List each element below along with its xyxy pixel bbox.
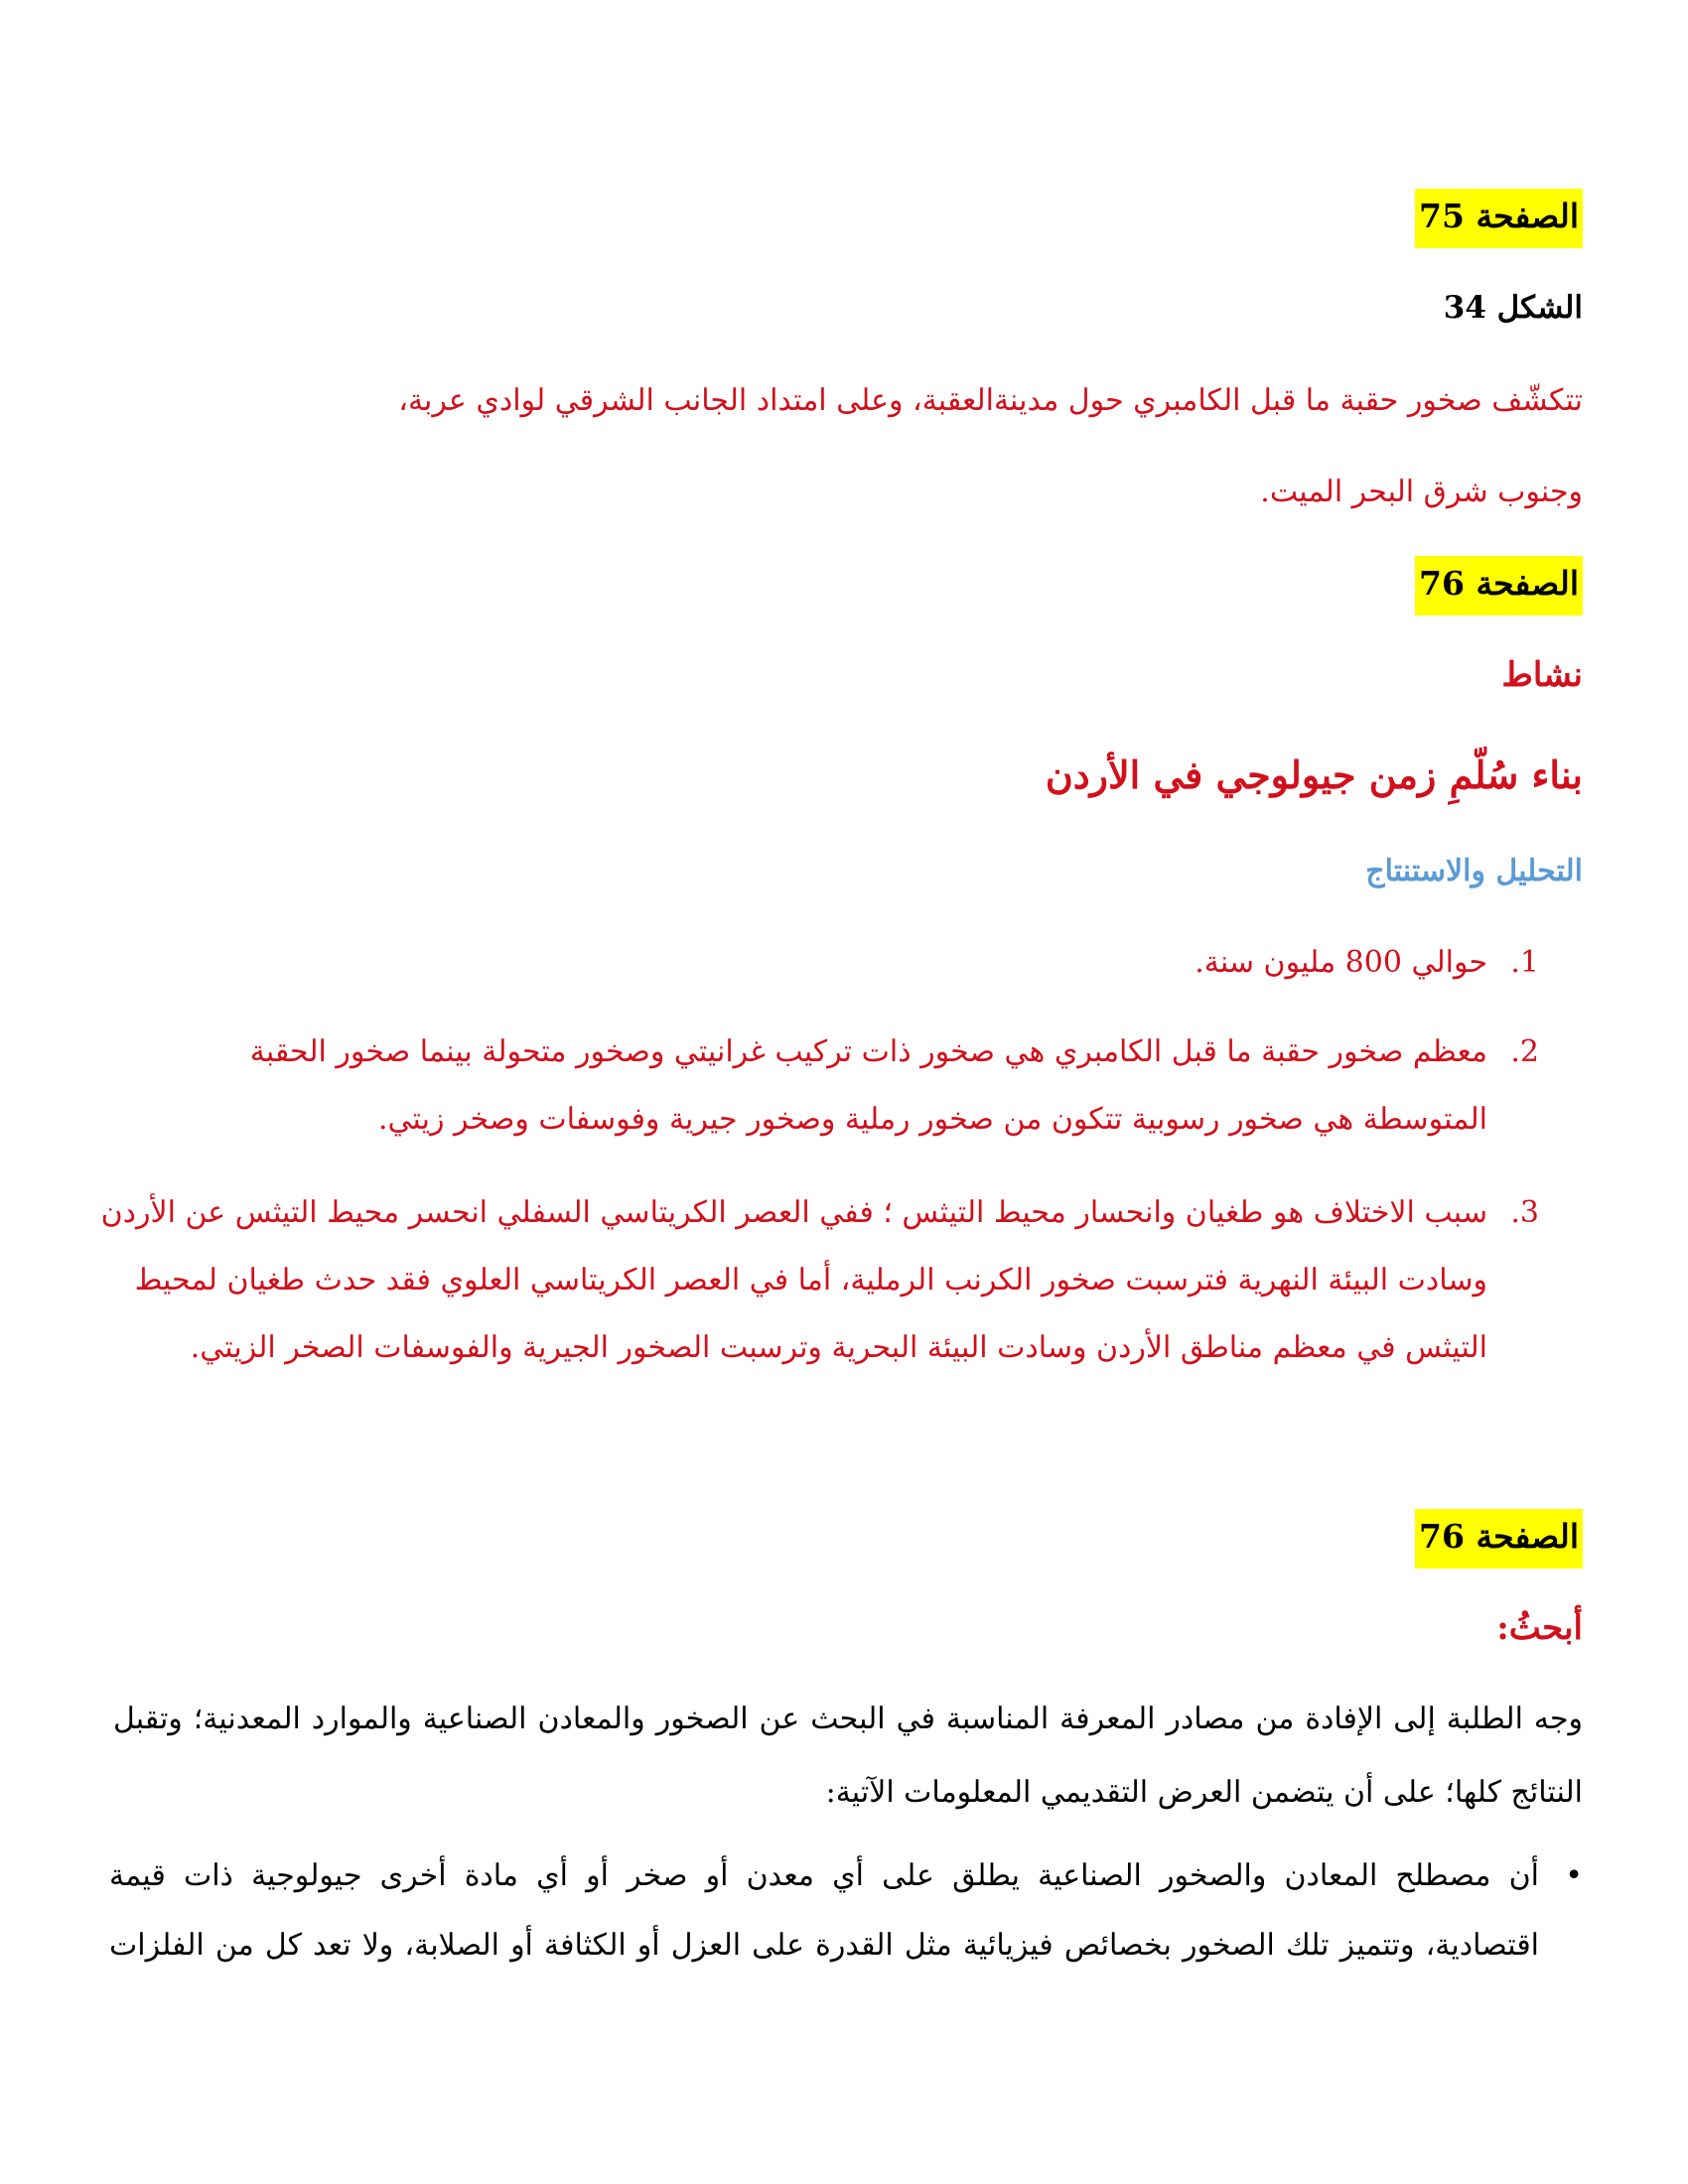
paragraph-line-1: تتكشّف صخور حقبة ما قبل الكامبري حول مدينةالعقبة، وعلى امتداد الجانب الشرقي لوادي عربة، [398, 383, 1583, 418]
activity-title: بناء سُلّمِ زمن جيولوجي في الأردن [1045, 752, 1583, 797]
answer-item-1 [149, 943, 1539, 993]
page-75-highlight: الصفحة 75 [1415, 189, 1583, 248]
answer-3-line-2: وسادت البيئة النهرية فترسبت صخور الكرنب الرملية، أما في العصر الكريتاسي العلوي فقد حدث طغيان لمحيط [134, 1263, 1487, 1297]
research-line-1: وجه الطلبة إلى الإفادة من مصادر المعرفة المناسبة في البحث عن الصخور والمعادن الصناعية والموارد المعدنية؛ وتقبل [113, 1702, 1583, 1736]
research-line-2: النتائج كلها؛ على أن يتضمن العرض التقديمي المعلومات الآتية: [825, 1775, 1583, 1810]
bullet-line-1: أن مصطلح المعادن والصخور الصناعية يطلق على أي معدن أو صخر أو أي مادة أخرى جيولوجية ذات قيمة [109, 1858, 1539, 1893]
answer-3-number: 3. [1510, 1195, 1539, 1230]
answer-item-2 [149, 1032, 1539, 1142]
answer-1-number: 1. [1510, 945, 1539, 980]
bullet-dot: • [1565, 1858, 1583, 1893]
answer-3-line-1: سبب الاختلاف هو طغيان وانحسار محيط التيثس ؛ ففي العصر الكريتاسي السفلي انحسر محيط التيثس عن الأردن [100, 1195, 1487, 1230]
answer-2-line-1: معظم صخور حقبة ما قبل الكامبري هي صخور ذات تركيب غرانيتي وصخور متحولة بينما صخور الحقبة [249, 1034, 1487, 1069]
page-number-76-first [1415, 556, 1583, 615]
bullet-item [103, 1856, 1583, 1976]
answer-3-line-3: التيثس في معظم مناطق الأردن وسادت البيئة البحرية وترسبت الصخور الجيرية والفوسفات الصخر الزيتي. [190, 1330, 1487, 1365]
bullet-line-2: اقتصادية، وتتميز تلك الصخور بخصائص فيزيائية مثل القدرة على العزل أو الكثافة أو الصلابة، ولا تعد كل من الفلزات [109, 1928, 1539, 1963]
answer-1-line-1: حوالي 800 مليون سنة. [1195, 945, 1487, 980]
figure-34-label: الشكل 34 [1443, 290, 1583, 326]
activity-heading: نشاط [1501, 655, 1583, 695]
answer-1-text [157, 943, 1487, 1011]
paragraph-line-2: وجنوب شرق البحر الميت. [1260, 475, 1583, 509]
page-number-76-second [1415, 1509, 1583, 1569]
page-76-highlight: الصفحة 76 [1415, 556, 1583, 615]
answer-3-text [97, 1193, 1487, 1396]
bullet-text [109, 1856, 1539, 1966]
answer-2-line-2: المتوسطة هي صخور رسوبية تتكون من صخور رملية وصخور جيرية وفوسفات وصخر زيتي. [378, 1102, 1487, 1137]
page-number-75 [1415, 189, 1583, 248]
analysis-heading: التحليل والاستنتاج [1365, 854, 1583, 888]
answer-item-3 [99, 1193, 1539, 1372]
answer-2-text [157, 1032, 1487, 1167]
research-heading: أبحثُ: [1496, 1608, 1583, 1648]
page-76-second-highlight: الصفحة 76 [1415, 1509, 1583, 1569]
answer-2-number: 2. [1510, 1034, 1539, 1069]
